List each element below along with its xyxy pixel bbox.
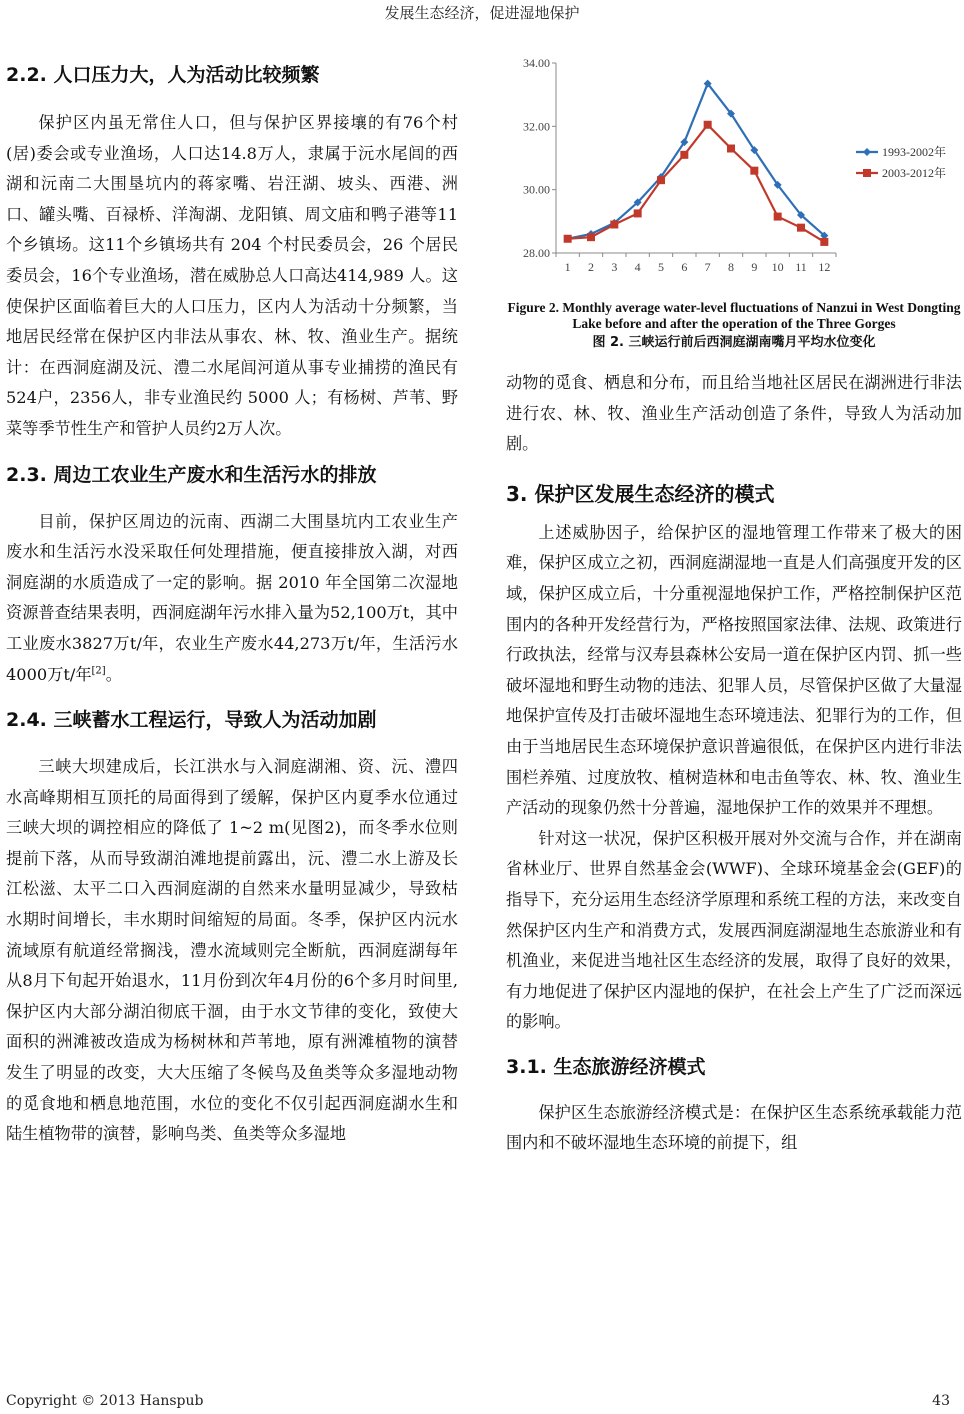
figure-2: [506, 56, 962, 300]
legend-label-2: 2003-2012年: [882, 166, 946, 180]
y-tick-label: 30.00: [523, 182, 550, 197]
series-2-point: [587, 233, 595, 241]
section-2-3-end: 。: [105, 664, 122, 684]
x-tick-label: 12: [818, 260, 831, 274]
x-tick-label: 2: [588, 260, 594, 274]
y-tick-label: 34.00: [523, 56, 550, 70]
series-2-point: [564, 235, 572, 243]
continued-paragraph: 动物的觅食、栖息和分布，而且给当地社区居民在湖洲进行非法进行农、林、牧、渔业生产活动创造了条件，导致人为活动加剧。: [506, 373, 962, 454]
series-2-point: [634, 209, 642, 217]
section-3-paragraph-1: 上述威胁因子，给保护区的湿地管理工作带来了极大的困难，保护区成立之初，西洞庭湖湿地一直是人们高强度开发的区域，保护区成立后，十分重视湿地保护工作，严格控制保护区范围内的各种开发经营行为，严格按照国家法律、法规、政策进行行政执法，经常与汉寿县森林公安局一道在保护区内罚、抓一些破坏湿地和野生动物的违法、犯罪人员，尽管保护区做了大量湿地保护宣传及打击破坏湿地生态环境违法、犯罪行为的工作，但由于当地居民生态环境保护意识普遍很低，在保护区内进行非法围栏养殖、过度放牧、植树造林和电击鱼等农、林、牧、渔业生产活动的现象仍然十分普遍，湿地保护工作的效果并不理想。: [506, 522, 962, 818]
y-tick-label: 28.00: [523, 246, 550, 260]
series-2-point: [680, 151, 688, 159]
legend-marker-1: [863, 148, 871, 156]
series-2-point: [820, 238, 828, 246]
series-2-point: [774, 213, 782, 221]
x-tick-label: 7: [704, 260, 711, 274]
chart-series: [564, 80, 829, 246]
x-tick-label: 6: [681, 260, 688, 274]
series-2-point: [727, 145, 735, 153]
series-2-point: [610, 221, 618, 229]
figure-caption-zh: 图 2. 三峡运行前后西洞庭湖南嘴月平均水位变化: [592, 335, 876, 350]
section-3-1-title: 3.1. 生态旅游经济模式: [506, 1055, 706, 1078]
x-tick-label: 11: [795, 260, 807, 274]
x-tick-label: 9: [751, 260, 758, 274]
series-2-point: [704, 121, 712, 129]
water-level-chart: [506, 56, 962, 300]
legend-label-1: 1993-2002年: [882, 145, 946, 159]
x-tick-label: 5: [658, 260, 664, 274]
figure-caption-en: Figure 2. Monthly average water-level fluctuations of Nanzui in West Dongting Lake before and after the operation of the Three Gorges: [507, 300, 961, 331]
section-3-paragraph-2: 针对这一状况，保护区积极开展对外交流与合作，并在湖南省林业厅、世界自然基金会(WWF)、全球环境基金会(GEF)的指导下，充分运用生态经济学原理和系统工程的方法，来改变自然保护区内生产和消费方式，发展西洞庭湖湿地生态旅游业和有机渔业，来促进当地社区生态经济的发展，取得了良好的效果，有力地促进了保护区内湿地的保护，在社会上产生了广泛而深远的影响。: [506, 828, 962, 1032]
running-header: 发展生态经济，促进湿地保护: [384, 4, 580, 22]
x-tick-label: 4: [634, 260, 641, 274]
section-3-1-paragraph: 保护区生态旅游经济模式是：在保护区生态系统承载能力范围内和不破坏湿地生态环境的前提下，组: [506, 1102, 962, 1153]
x-tick-label: 10: [771, 260, 784, 274]
section-2-4-paragraph: 三峡大坝建成后，长江洪水与入洞庭湖湘、资、沅、澧四水高峰期相互顶托的局面得到了缓解，保护区内夏季水位通过三峡大坝的调控相应的降低了 1~2 m(见图2)，而冬季水位则提前下落，从而导致湖泊滩地提前露出，沅、澧二水上游及长江松滋、太平二口入西洞庭湖的自然来水量明显减少，导致枯水期时间增长，丰水期时间缩短的局面。冬季，保护区内沅水流域原有航道经常搁浅，澧水流域则完全断航，西洞庭湖每年从8月下旬起开始退水，11月份到次年4月份的6个多月时间里,保护区内大部分湖泊彻底干涸，由于水文节律的变化，致使大面积的洲滩被改造成为杨树林和芦苇地，原有洲滩植物的演替发生了明显的改变，大大压缩了冬候鸟及鱼类等众多湿地动物的觅食地和栖息地范围，水位的变化不仅引起西洞庭湖水生和陆生植物带的演替，影响鸟类、鱼类等众多湿地: [6, 757, 458, 1144]
footer-page-number: 43: [932, 1393, 950, 1409]
section-2-4-title: 2.4. 三峡蓄水工程运行，导致人为活动加剧: [6, 709, 377, 732]
x-tick-label: 3: [611, 260, 618, 274]
y-tick-label: 32.00: [523, 119, 550, 134]
x-tick-label: 8: [728, 260, 734, 274]
x-tick-label: 1: [564, 260, 571, 274]
section-2-2-paragraph: 保护区内虽无常住人口，但与保护区界接壤的有76个村(居)委会或专业渔场，人口达14.8万人，隶属于沅水尾闾的西湖和沅南二大围垦坑内的蒋家嘴、岩汪湖、坡头、西港、洲口、罐头嘴、百禄桥、洋淘湖、龙阳镇、周文庙和鸭子港等11个乡镇场。这11个乡镇场共有 204 个村民委员会，26 个居民委员会，16个专业渔场，潜在威胁总人口高达414,989 人。这使保护区面临着巨大的人口压力，区内人为活动十分频繁，当地居民经常在保护区内非法从事农、林、牧、渔业生产。据统计：在西洞庭湖及沅、澧二水尾闾河道从事专业捕捞的渔民有524户，2356人，非专业渔民约 5000 人；有杨树、芦苇、野菜等季节性生产和管护人员约2万人次。: [6, 113, 458, 438]
series-line-1: [568, 84, 825, 239]
series-2-point: [657, 176, 665, 184]
section-3-title: 3. 保护区发展生态经济的模式: [506, 481, 775, 506]
footer-copyright: Copyright © 2013 Hanspub: [6, 1393, 204, 1409]
left-column: [6, 62, 458, 1150]
chart-legend: [856, 144, 946, 180]
section-2-3-title: 2.3. 周边工农业生产废水和生活污水的排放: [6, 463, 377, 486]
legend-marker-2: [863, 169, 871, 177]
citation-ref[interactable]: [2]: [91, 665, 106, 677]
right-column: [506, 56, 962, 1159]
series-line-2: [568, 125, 825, 242]
series-2-point: [797, 224, 805, 232]
section-2-3-text: 目前，保护区周边的沅南、西湖二大围垦坑内工农业生产废水和生活污水没采取任何处理措施，便直接排放入湖，对西洞庭湖的水质造成了一定的影响。据 2010 年全国第二次湿地资源普查结果表明，西洞庭湖年污水排入量为52,100万t，其中工业废水3827万t/年，农业生产废水44,273万t/年，生活污水4000万t/年: [6, 511, 458, 684]
section-2-3-paragraph: [6, 507, 458, 691]
section-2-2-title: 2.2. 人口压力大，人为活动比较频繁: [6, 64, 320, 86]
series-2-point: [750, 167, 758, 175]
